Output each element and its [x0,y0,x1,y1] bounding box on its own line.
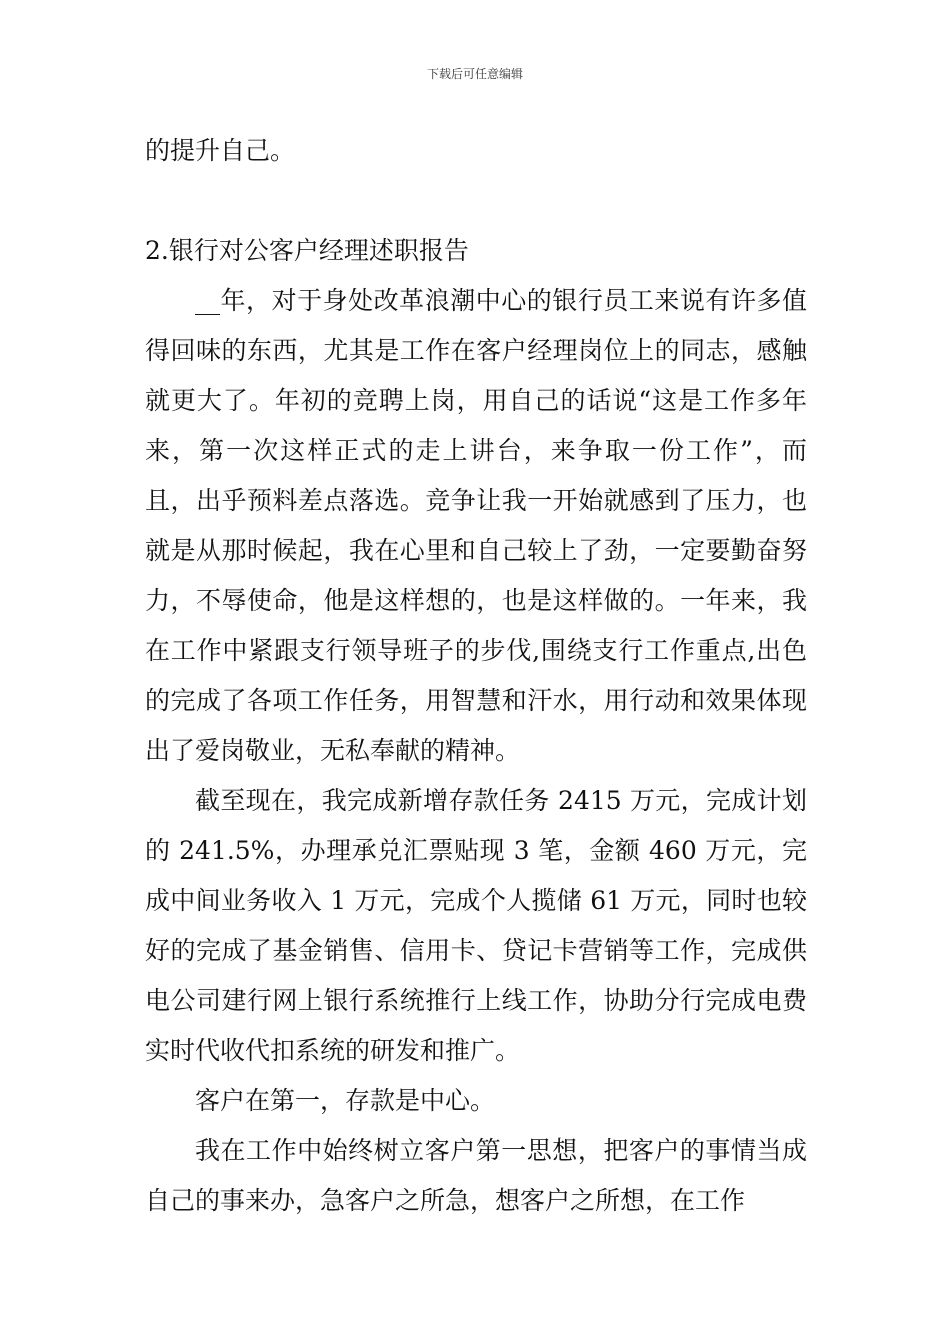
paragraph-achievements: 截至现在，我完成新增存款任务 2415 万元，完成计划的 241.5%，办理承兑汇票贴现 3 笔，金额 460 万元，完成中间业务收入 1 万元，完成个人揽储 61 万元，同时也较好的完成了基金销售、信用卡、贷记卡营销等工作，完成供电公司建行网上银行系统推行上线工作，协助分行完成电费实时代收代扣系统的研发和推广。 [145,786,807,1065]
paragraph-customer-first: 我在工作中始终树立客户第一思想，把客户的事情当成自己的事来办，急客户之所急，想客户之所想，在工作 [145,1136,807,1215]
paragraph-subheading: 客户在第一，存款是中心。 [195,1086,496,1115]
section-heading: 2.银行对公客户经理述职报告 [145,236,469,265]
page-header-note: 下载后可任意编辑 [426,67,523,81]
document-body [145,126,807,1226]
paragraph-continuation: 的提升自己。 [145,136,296,165]
paragraph-intro: __年，对于身处改革浪潮中心的银行员工来说有许多值得回味的东西，尤其是工作在客户经理岗位上的同志，感触就更大了。年初的竞聘上岗，用自己的话说“这是工作多年来，第一次这样正式的走上讲台，来争取一份工作”，而且，出乎预料差点落选。竞争让我一开始就感到了压力，也就是从那时候起，我在心里和自己较上了劲，一定要勤奋努力，不辱使命，他是这样想的，也是这样做的。一年来，我在工作中紧跟支行领导班子的步伐,围绕支行工作重点,出色的完成了各项工作任务，用智慧和汗水，用行动和效果体现出了爱岗敬业，无私奉献的精神。 [145,286,807,765]
